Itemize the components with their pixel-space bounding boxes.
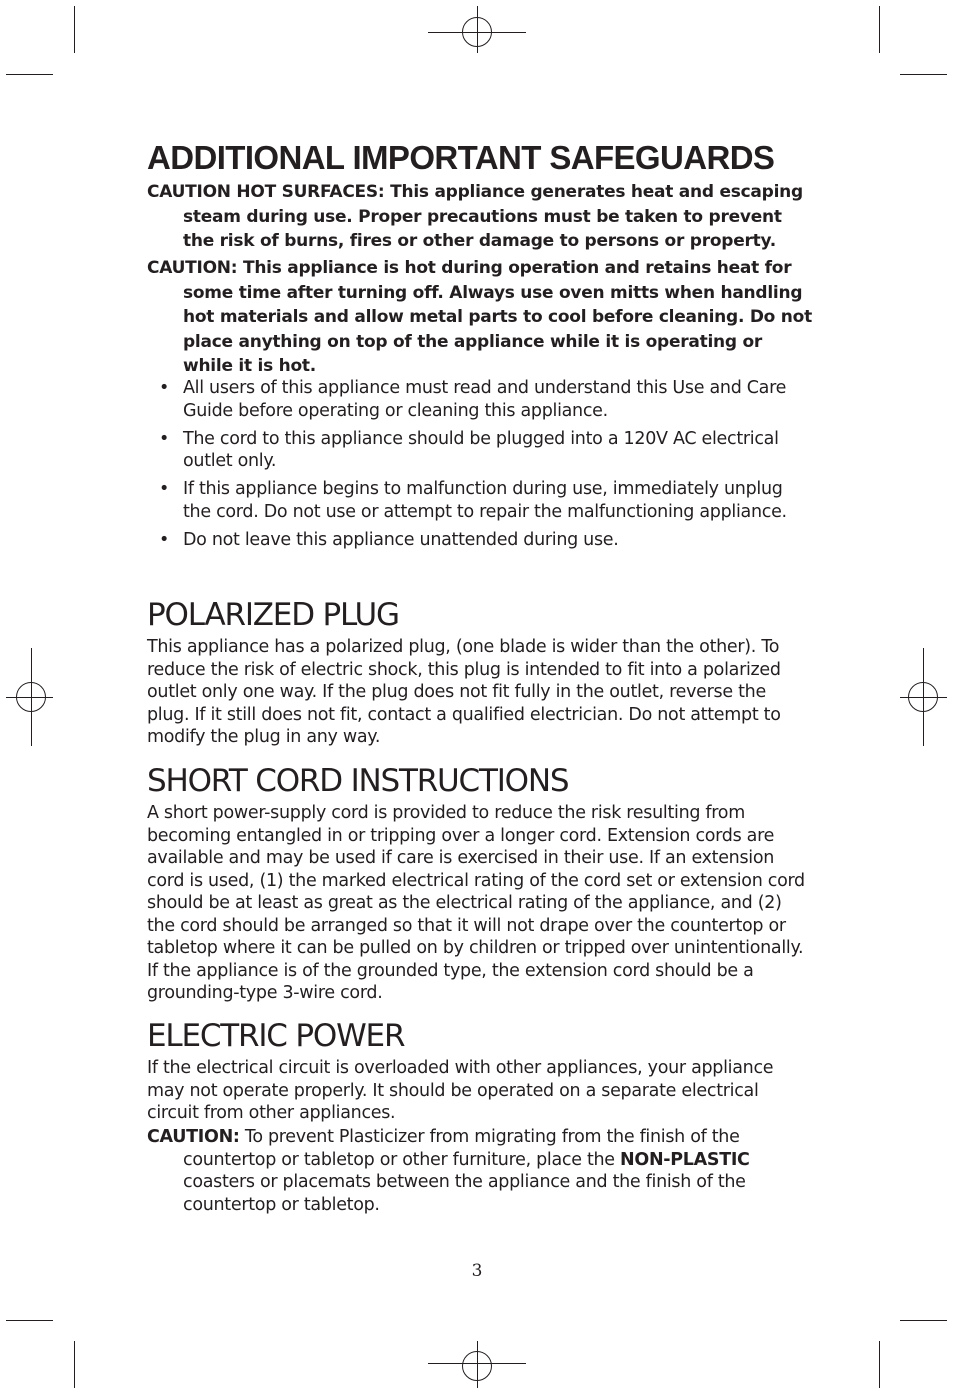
crop-mark [879, 6, 880, 53]
short-cord-heading: SHORT CORD INSTRUCTIONS [147, 763, 569, 799]
polarized-plug-heading: POLARIZED PLUG [147, 597, 399, 633]
bullet-icon: • [159, 479, 170, 499]
electric-power-heading: ELECTRIC POWER [147, 1018, 405, 1054]
list-item: • If this appliance begins to malfunction during use, immediately unplug the cord. Do not use or attempt to repair the malfunctioning appliance. [159, 479, 787, 522]
safeguards-heading: ADDITIONAL IMPORTANT SAFEGUARDS [147, 139, 775, 176]
registration-mark [6, 697, 53, 698]
electric-power-text: If the electrical circuit is overloaded with other appliances, your appliance may not operate properly. It should be operated on a separate electrical circuit from other appliances. [147, 1058, 774, 1123]
caution-plasticizer: CAUTION: To prevent Plasticizer from migrating from the finish of the countertop or tabletop or other furniture, place the NON-PLASTIC coasters or placemats between the appliance and the finish of the countertop or tabletop. [147, 1127, 750, 1215]
crop-mark [879, 1341, 880, 1388]
crop-mark [900, 74, 947, 75]
non-plastic-emphasis: NON-PLASTIC [620, 1149, 750, 1170]
crop-mark [6, 74, 53, 75]
bullet-icon: • [159, 529, 170, 550]
polarized-plug-text: This appliance has a polarized plug, (one blade is wider than the other). To reduce the risk of electric shock, this plug is intended to fit into a polarized outlet only one way. If the plug does not fit fully in the outlet, reverse the plug. If it still does not fit, contact a qualified electrician. Do not attempt to modify the plug in any way. [147, 637, 781, 747]
registration-mark [923, 648, 924, 746]
registration-mark [31, 648, 32, 746]
crop-mark [74, 6, 75, 53]
page-number: 3 [471, 1261, 483, 1281]
caution-hot-surfaces: CAUTION HOT SURFACES: This appliance generates heat and escaping steam during use. Proper precautions must be taken to prevent the risk of burns, fires or other damage to persons or property. [147, 182, 803, 251]
crop-mark [900, 1320, 947, 1321]
list-item: • The cord to this appliance should be plugged into a 120V AC electrical outlet only. [159, 428, 779, 471]
list-item: • Do not leave this appliance unattended during use. [159, 529, 619, 550]
list-item: • All users of this appliance must read and understand this Use and Care Guide before operating or cleaning this appliance. [159, 378, 787, 421]
bullet-icon: • [159, 378, 170, 398]
registration-mark [477, 6, 478, 53]
registration-mark [477, 1341, 478, 1388]
short-cord-text: A short power-supply cord is provided to reduce the risk resulting from becoming entangled in or tripping over a longer cord. Extension cords are available and may be used if care is exercised in their use. If an extension cord is used, (1) the marked electrical rating of the cord set or extension cord should be at least as great as the electrical rating of the appliance, and (2) the cord should be arranged so that it will not drape over the countertop or tabletop where it can be pulled on by children or tripped over unintentionally. If the appliance is of the grounded type, the extension cord should be a grounding-type 3-wire cord. [147, 803, 805, 1003]
crop-mark [74, 1341, 75, 1388]
caution-label: CAUTION: [147, 1127, 240, 1147]
caution-hot-operation: CAUTION: This appliance is hot during operation and retains heat for some time after turning off. Always use oven mitts when handling hot materials and allow metal parts to cool before cleaning. Do not place anything on top of the appliance while it is operating or while it is hot. [147, 258, 812, 376]
safeguard-bullet-list [147, 377, 812, 557]
bullet-icon: • [159, 428, 170, 449]
crop-mark [6, 1320, 53, 1321]
